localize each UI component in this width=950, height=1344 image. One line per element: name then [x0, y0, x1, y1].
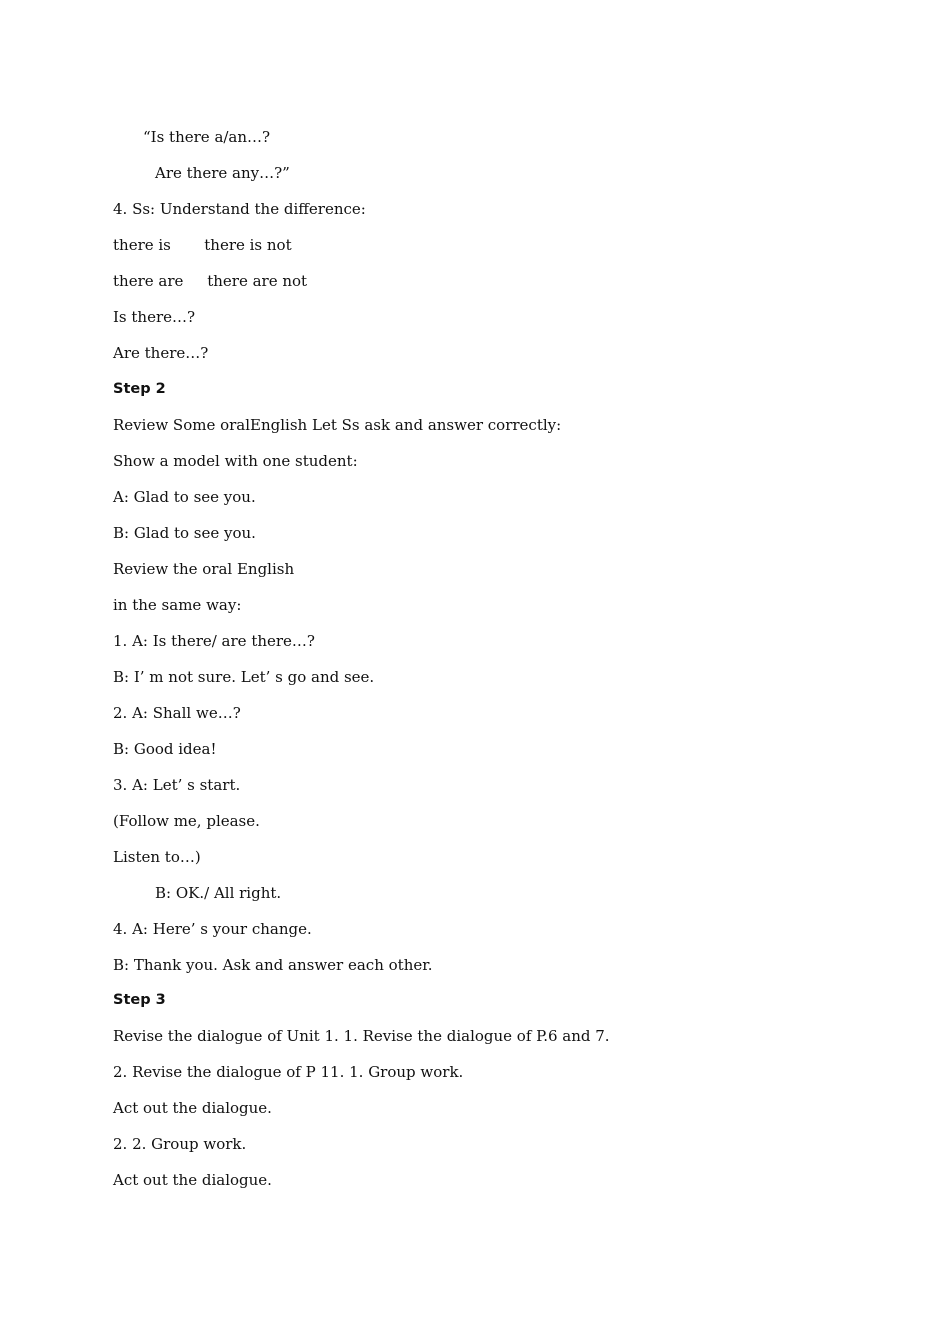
text-line: 2. 2. Group work.: [113, 1135, 247, 1153]
text-line: there are there are not: [113, 272, 308, 290]
text-line: 2. A: Shall we…?: [113, 704, 241, 722]
text-line: there is there is not: [113, 236, 292, 254]
text-line: Act out the dialogue.: [113, 1171, 272, 1189]
step-heading: Step 3: [113, 992, 166, 1008]
text-line: B: Thank you. Ask and answer each other.: [113, 956, 433, 974]
text-line: Are there any…?”: [155, 164, 290, 182]
text-line: 3. A: Let’ s start.: [113, 776, 241, 794]
text-line: B: OK./ All right.: [155, 884, 282, 902]
text-line: (Follow me, please.: [113, 812, 260, 830]
text-line: Review Some oralEnglish Let Ss ask and answer correctly:: [113, 416, 562, 434]
text-line: Act out the dialogue.: [113, 1099, 272, 1117]
text-line: 4. A: Here’ s your change.: [113, 920, 312, 938]
text-line: B: Glad to see you.: [113, 524, 256, 542]
text-line: B: Good idea!: [113, 740, 217, 758]
step-heading: Step 2: [113, 381, 166, 397]
text-line: Is there…?: [113, 308, 196, 326]
text-line: Are there…?: [113, 344, 209, 362]
text-line: “Is there a/an…?: [143, 128, 271, 146]
text-line: B: I’ m not sure. Let’ s go and see.: [113, 668, 375, 686]
text-line: 2. Revise the dialogue of P 11. 1. Group work.: [113, 1063, 464, 1081]
text-line: Review the oral English: [113, 560, 295, 578]
text-line: Revise the dialogue of Unit 1. 1. Revise the dialogue of P.6 and 7.: [113, 1027, 610, 1045]
text-line: A: Glad to see you.: [113, 488, 256, 506]
text-line: Listen to…): [113, 848, 201, 866]
text-line: 4. Ss: Understand the difference:: [113, 200, 366, 218]
text-line: Show a model with one student:: [113, 452, 358, 470]
text-line: in the same way:: [113, 596, 242, 614]
text-line: 1. A: Is there/ are there…?: [113, 632, 315, 650]
